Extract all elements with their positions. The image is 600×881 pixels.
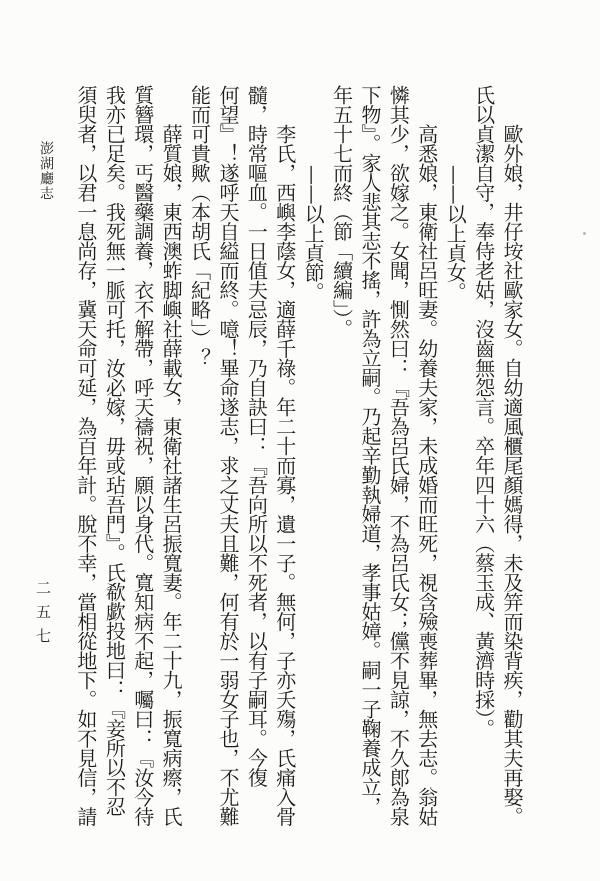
text-column: 高悉娘，東衛社呂旺妻。幼養夫家，未成婚而旺死，視含殮喪葬畢，無去志。翁姑 bbox=[414, 124, 439, 826]
text-column: 質簪環，丐醫藥調養，衣不解帶，呼天禱祝，願以身代。寬知病不起，囑曰：『汝今待 bbox=[130, 85, 155, 826]
text-block bbox=[68, 85, 526, 843]
text-column: 憐其少，欲嫁之。女聞，惻然曰：『吾為呂氏婦，不為呂氏女；儻不見諒，不久郎為泉 bbox=[386, 85, 411, 826]
text-column: 薛質娘，東西澳蚱脚嶼社薛載女，東衛社諸生呂振寬妻。年二十九，振寬病瘵，氏 bbox=[159, 124, 184, 826]
page-number: 二五七 bbox=[34, 580, 52, 652]
text-column: 歐外娘，井仔垵社歐家女。自幼適風櫃尾顏媽得，未及笄而染背疾，勸其夫再娶。 bbox=[500, 124, 524, 826]
text-column: 何望』！遂呼天自縊而終。噫！畢命遂志，求之丈夫且難，何有於一弱女子也，不尤難 bbox=[215, 85, 240, 826]
text-column: 我亦已足矣。我死無一脈可托，汝必嫁，毋或玷吾門』。氏欷歔投地曰：『妾所以不忍 bbox=[102, 85, 127, 816]
text-column: 氏以貞潔自守，奉侍老姑，沒齒無怨言。卒年四十六（蔡玉成、黃濟時採）。 bbox=[471, 85, 496, 738]
text-column: 須臾者，以君一息尚存，冀天命可延，為百年計。脫不幸，當相從地下。如不見信，請 bbox=[73, 85, 98, 826]
text-column: 能而可貴歟（本胡氏「紀略」）？ bbox=[187, 85, 212, 368]
text-column: 年五十七而終（節「續編」）。 bbox=[329, 85, 354, 338]
text-column: 李氏，西嶼李蔭女，適薛千祿。年二十而寡，遺一子。無何，子亦夭殤，氏痛入骨 bbox=[272, 124, 297, 826]
book-title-margin: 澎湖廳志 bbox=[38, 141, 54, 201]
text-column: 髓，時常嘔血。一日值夫忌辰，乃自訣曰：『吾向所以不死者，以有子嗣耳。今復 bbox=[244, 85, 269, 787]
scan-speck bbox=[583, 232, 586, 235]
text-column: 下物』。家人悲其志不搖，許為立嗣。乃起辛勤執婦道，孝事姑嫜。嗣一子鞠養成立， bbox=[357, 85, 382, 816]
text-column: ——以上貞女。 bbox=[443, 165, 468, 302]
text-column: ——以上貞節。 bbox=[301, 165, 326, 302]
